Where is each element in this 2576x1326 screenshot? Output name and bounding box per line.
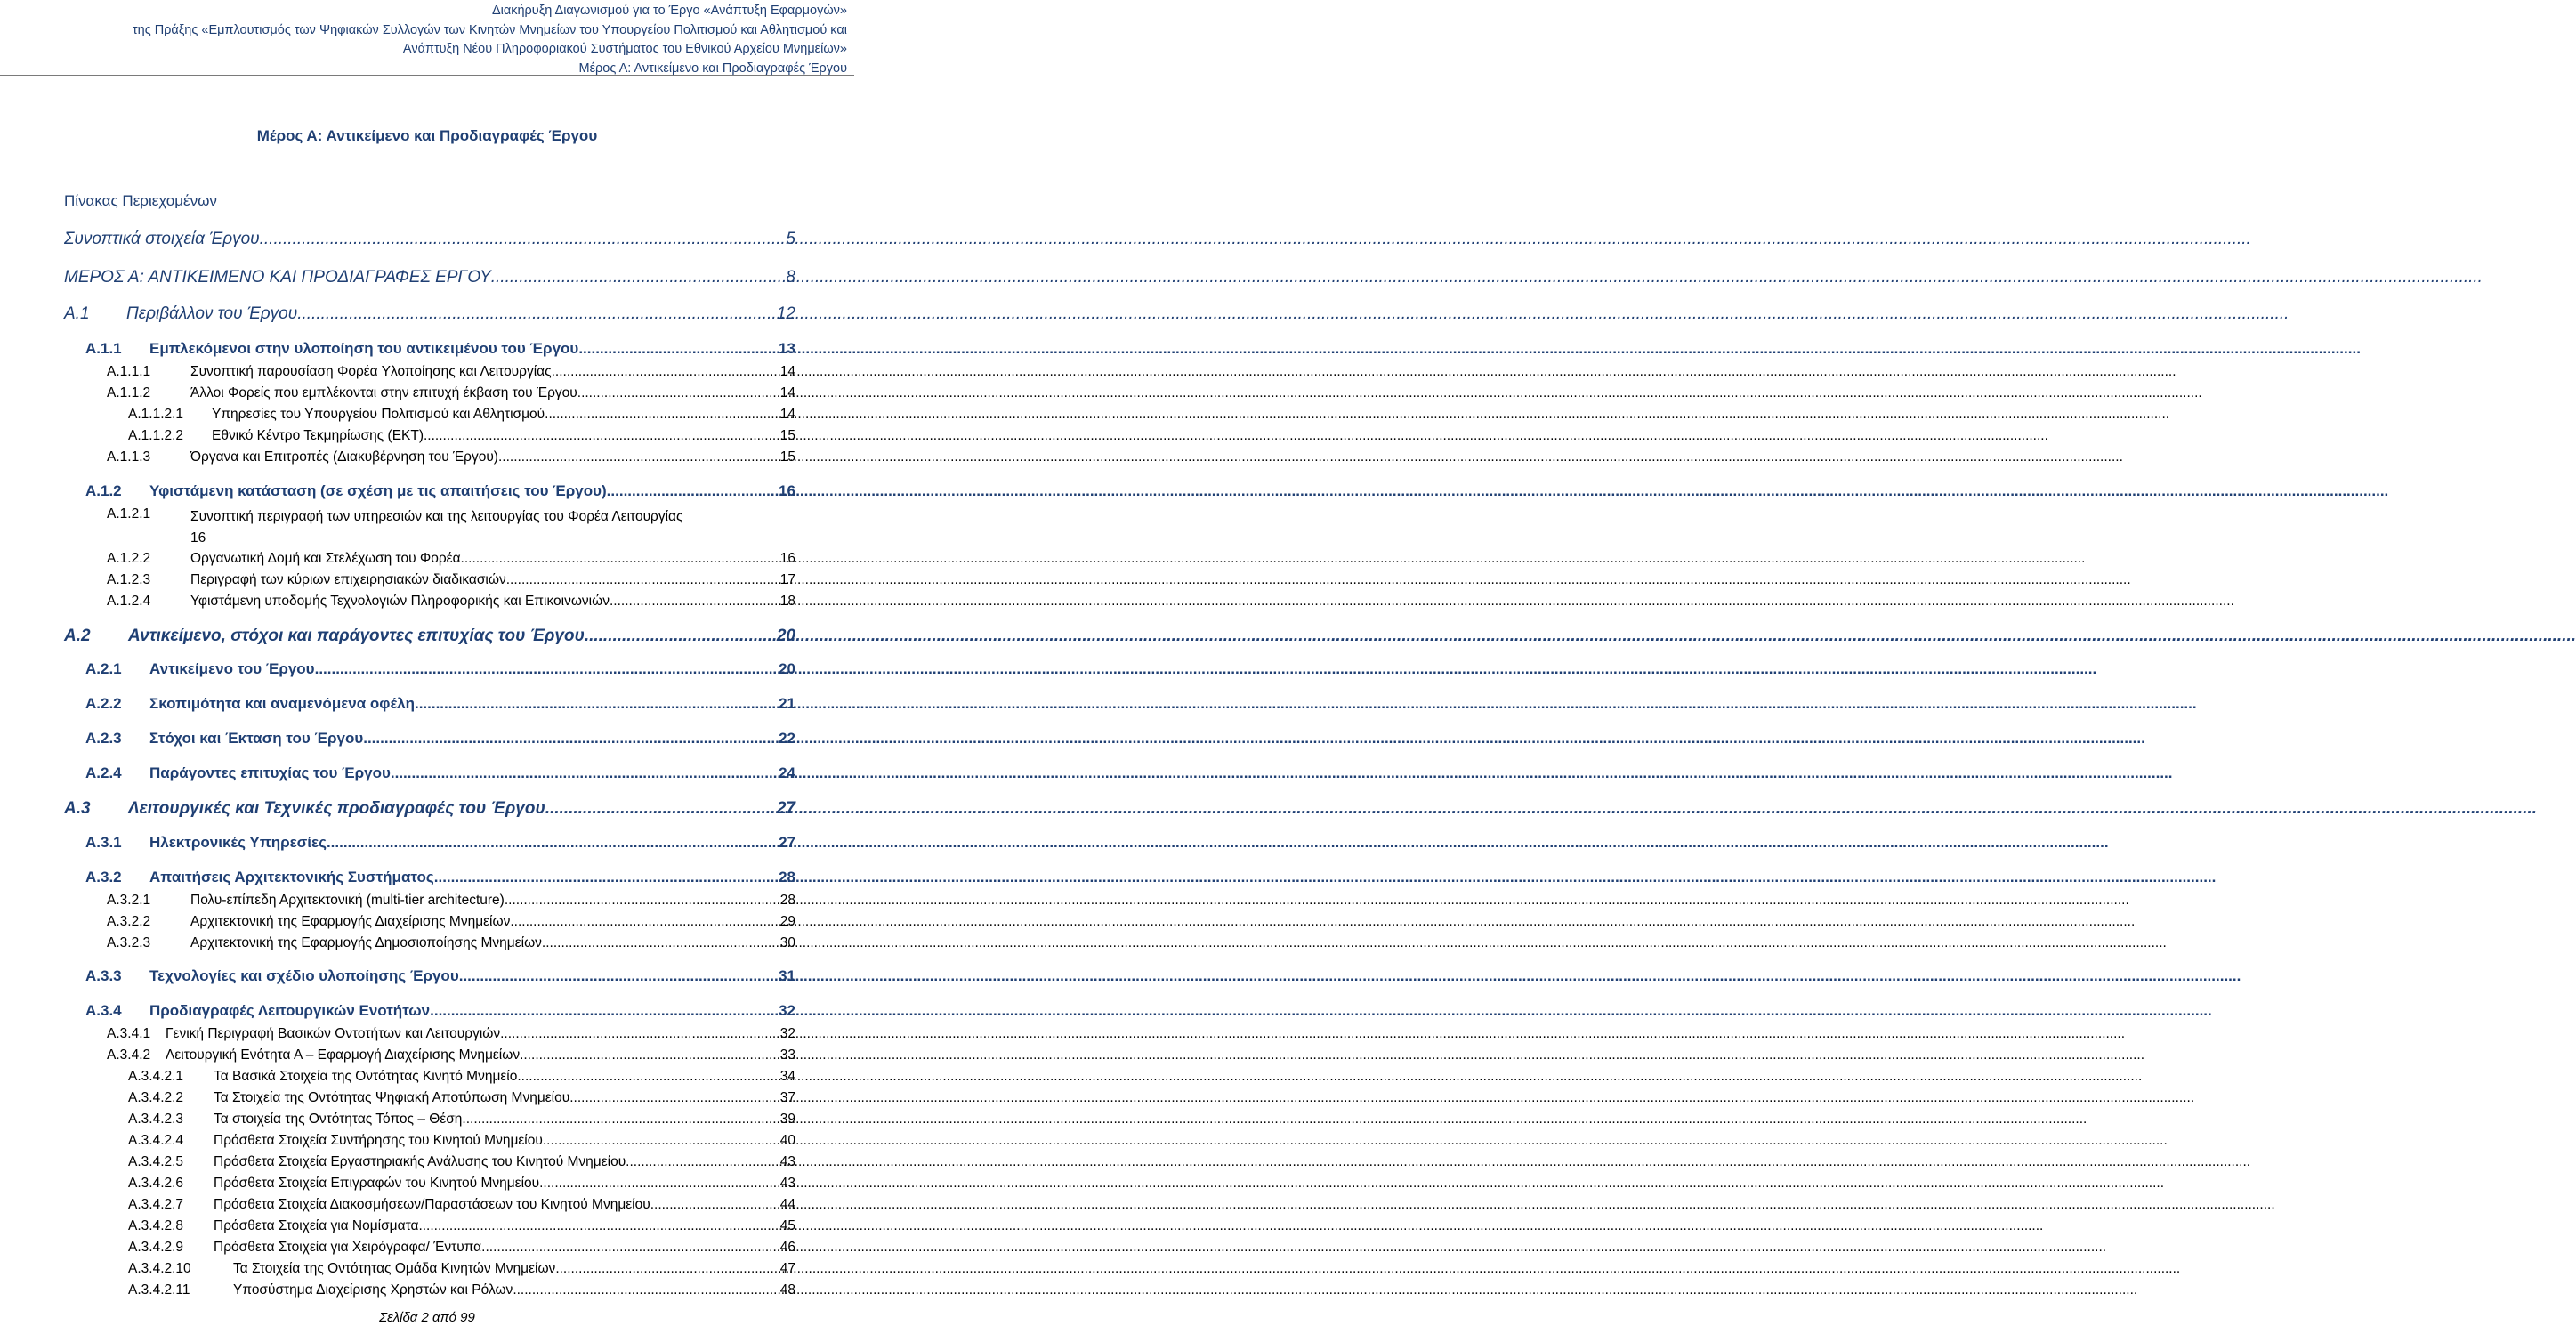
toc-entry[interactable] xyxy=(85,764,795,782)
toc-entry[interactable] xyxy=(107,385,795,401)
toc-entry-page: 33 xyxy=(779,1047,795,1063)
toc-entry-number: Α.3.2.2 xyxy=(107,914,151,929)
toc-entry-text: Πρόσθετα Στοιχεία Συντήρησης του Κινητού Μνημείου xyxy=(214,1133,543,1148)
toc-entry-page: 17 xyxy=(779,572,795,587)
toc-entry-text: Περιγραφή των κύριων επιχειρησιακών διαδικασιών xyxy=(190,572,506,587)
toc-leader xyxy=(552,364,779,380)
toc-entry-number: Α.1.2.1 xyxy=(107,506,151,522)
toc-entry-number: Α.1.2.4 xyxy=(107,594,151,609)
toc-entry-number: Α.1.2.2 xyxy=(107,551,151,566)
toc-entry-page: 28 xyxy=(779,869,795,885)
toc-entry-number: Α.1.1.1 xyxy=(107,364,151,379)
toc-entry-page: 14 xyxy=(779,407,795,422)
toc-entry-number: Α.3.4.2.6 xyxy=(128,1176,184,1191)
toc-heading: Πίνακας Περιεχομένων xyxy=(64,192,217,209)
toc-entry-number: Α.3.4.2.7 xyxy=(128,1197,184,1212)
toc-entry-page: 37 xyxy=(779,1090,795,1105)
toc-entry-page: 46 xyxy=(779,1240,795,1255)
toc-entry-page: 43 xyxy=(779,1176,795,1191)
toc-entry[interactable] xyxy=(107,1047,795,1063)
toc-entry-text: Τα Στοιχεία της Οντότητας Ψηφιακή Αποτύπωση Μνημείου xyxy=(214,1090,570,1105)
header-line-4: Μέρος Α: Αντικείμενο και Προδιαγραφές Έργου xyxy=(578,61,847,76)
toc-entry[interactable] xyxy=(107,572,795,588)
toc-entry[interactable] xyxy=(85,660,795,678)
toc-entry-number: Α.1.1.2 xyxy=(107,385,151,400)
toc-entry[interactable] xyxy=(64,304,795,324)
toc-entry-text: Λειτουργικές και Τεχνικές προδιαγραφές του Έργου xyxy=(128,799,545,818)
toc-leader xyxy=(650,1197,779,1213)
toc-entry-text: Τα στοιχεία της Οντότητας Τόπος – Θέση xyxy=(214,1112,463,1127)
toc-entry-number: Α.3.4.2.3 xyxy=(128,1112,184,1127)
page-footer: Σελίδα 2 από 99 xyxy=(379,1310,475,1325)
toc-entry[interactable] xyxy=(107,449,795,465)
toc-entry-number: Α.2 xyxy=(64,627,91,645)
toc-entry-text: ΜΕΡΟΣ Α: ΑΝΤΙΚΕΙΜΕΝΟ ΚΑΙ ΠΡΟΔΙΑΓΡΑΦΕΣ ΕΡΓΟΥ xyxy=(64,268,491,287)
toc-entry-number: Α.1.2 xyxy=(85,482,122,499)
toc-entry-number: Α.1.1 xyxy=(85,340,122,357)
toc-entry-text: Τεχνολογίες και σχέδιο υλοποίησης Έργου xyxy=(149,967,459,984)
toc-entry-number: Α.2.3 xyxy=(85,730,122,747)
toc-leader xyxy=(539,1176,779,1192)
toc-entry-text-wrap xyxy=(190,506,795,549)
toc-entry-text: Υφιστάμενη κατάσταση (σε σχέση με τις απαιτήσεις του Έργου) xyxy=(149,482,607,499)
toc-entry[interactable] xyxy=(85,730,795,748)
toc-entry-page: 21 xyxy=(779,695,795,712)
toc-entry-text: Πρόσθετα Στοιχεία για Νομίσματα xyxy=(214,1218,419,1233)
toc-entry-page: 29 xyxy=(779,914,795,929)
toc-entry-text: Πρόσθετα Στοιχεία Εργαστηριακής Ανάλυσης του Κινητού Μνημείου xyxy=(214,1154,626,1169)
toc-leader xyxy=(430,1002,778,1020)
toc-leader xyxy=(517,1069,779,1085)
toc-entry[interactable] xyxy=(128,1197,795,1213)
toc-entry[interactable] xyxy=(128,407,795,423)
toc-leader xyxy=(415,695,778,713)
toc-entry[interactable] xyxy=(85,340,795,358)
toc-entry-number: Α.3 xyxy=(64,799,91,818)
toc-entry[interactable] xyxy=(128,1112,795,1128)
toc-entry-page: 18 xyxy=(779,594,795,609)
toc-entry-number: Α.2.1 xyxy=(85,660,122,677)
toc-leader xyxy=(506,572,779,588)
toc-entry-page: 47 xyxy=(779,1261,795,1276)
toc-entry-number: Α.3.2 xyxy=(85,869,122,885)
toc-leader xyxy=(505,893,779,909)
header-line-1: Διακήρυξη Διαγωνισμού για το Έργο «Ανάπτυξη Εφαρμογών» xyxy=(491,4,847,18)
toc-leader xyxy=(513,1282,779,1298)
toc-entry-text: Στόχοι και Έκταση του Έργου xyxy=(149,730,364,747)
toc-entry-page: 15 xyxy=(779,428,795,443)
toc-entry-text: Άλλοι Φορείς που εμπλέκονται στην επιτυχή έκβαση του Έργου xyxy=(190,385,577,400)
header-line-2: της Πράξης «Εμπλουτισμός των Ψηφιακών Συλλογών των Κινητών Μνημείων του Υπουργείου Πολιτισμού και Αθλητισμού και xyxy=(132,22,847,37)
toc-entry-text: Αντικείμενο, στόχοι και παράγοντες επιτυχίας του Έργου xyxy=(128,627,585,645)
toc-entry-page: 14 xyxy=(779,364,795,379)
toc-entry[interactable] xyxy=(107,893,795,909)
toc-entry-page: 27 xyxy=(776,799,795,818)
toc-entry-text: Τα Στοιχεία της Οντότητας Ομάδα Κινητών Μνημείων xyxy=(233,1261,556,1276)
toc-leader xyxy=(363,730,778,748)
toc-entry-text: Τα Βασικά Στοιχεία της Οντότητας Κινητό Μνημείο xyxy=(214,1069,518,1084)
toc-entry[interactable] xyxy=(85,695,795,713)
toc-entry-number: Α.1.2.3 xyxy=(107,572,151,587)
toc-entry-page: 24 xyxy=(779,764,795,781)
toc-entry[interactable] xyxy=(64,627,795,646)
toc-leader xyxy=(555,1261,779,1277)
toc-entry-number: Α.3.4.2.8 xyxy=(128,1218,184,1233)
toc-entry-number: Α.3.2.1 xyxy=(107,893,151,908)
toc-entry-number: Α.3.4.2 xyxy=(107,1047,151,1063)
toc-entry[interactable] xyxy=(128,428,795,444)
toc-entry-text: Πρόσθετα Στοιχεία για Χειρόγραφα/ Έντυπα xyxy=(214,1240,482,1255)
toc-entry-text: Ηλεκτρονικές Υπηρεσίες xyxy=(149,834,327,851)
toc-entry-text: Υποσύστημα Διαχείρισης Χρηστών και Ρόλων xyxy=(233,1282,513,1298)
toc-entry-number: Α.3.2.3 xyxy=(107,935,151,950)
toc-leader xyxy=(434,869,778,886)
toc-leader xyxy=(481,1240,779,1256)
running-header xyxy=(0,2,847,78)
toc-entry-text: Οργανωτική Δομή και Στελέχωση του Φορέα xyxy=(190,551,461,566)
toc-entry-page: 5 xyxy=(786,230,795,248)
toc-leader xyxy=(260,230,786,249)
toc-entry-number: Α.3.4.2.11 xyxy=(128,1282,190,1298)
toc-entry-page: 31 xyxy=(779,967,795,984)
toc-entry[interactable] xyxy=(107,594,795,610)
toc-entry-number: Α.1 xyxy=(64,304,90,323)
toc-entry-text: Γενική Περιγραφή Βασικών Οντοτήτων και Λειτουργιών xyxy=(166,1026,501,1041)
toc-entry-number: Α.3.4.1 xyxy=(107,1026,151,1041)
toc-leader xyxy=(545,407,779,423)
toc-entry-number: Α.1.1.2.2 xyxy=(128,428,184,443)
toc-leader xyxy=(459,967,778,985)
toc-entry[interactable] xyxy=(85,967,795,985)
toc-entry-number: Α.1.1.2.1 xyxy=(128,407,184,422)
toc-leader xyxy=(491,268,786,287)
toc-leader xyxy=(462,1112,779,1128)
toc-entry-text: Αρχιτεκτονική της Εφαρμογής Δημοσιοποίησης Μνημείων xyxy=(190,935,542,950)
toc-entry-page: 28 xyxy=(779,893,795,908)
toc-entry-page: 12 xyxy=(776,304,795,323)
toc-entry[interactable] xyxy=(107,935,795,951)
toc-leader xyxy=(626,1154,779,1170)
toc-entry[interactable] xyxy=(64,268,795,287)
toc-entry-text: Συνοπτική περιγραφή των υπηρεσιών και της λειτουργίας του Φορέα Λειτουργίας xyxy=(190,509,683,524)
toc-entry-page: 15 xyxy=(779,449,795,465)
toc-leader xyxy=(327,834,778,852)
toc-entry-page: 32 xyxy=(779,1026,795,1041)
toc-entry-number: Α.3.4.2.2 xyxy=(128,1090,184,1105)
toc-entry-text: Συνοπτική παρουσίαση Φορέα Υλοποίησης και Λειτουργίας xyxy=(190,364,552,379)
toc-leader xyxy=(569,1090,779,1106)
toc-entry-page: 34 xyxy=(779,1069,795,1084)
toc-entry[interactable] xyxy=(107,1026,795,1042)
toc-entry[interactable] xyxy=(107,506,795,549)
toc-leader xyxy=(577,385,779,401)
toc-entry-page: 16 xyxy=(779,551,795,566)
toc-entry[interactable] xyxy=(128,1261,795,1277)
toc-entry-page: 20 xyxy=(776,627,795,645)
toc-entry-text: Συνοπτικά στοιχεία Έργου xyxy=(64,230,260,248)
toc-entry-text: Υφιστάμενη υποδομής Τεχνολογιών Πληροφορικής και Επικοινωνιών xyxy=(190,594,610,609)
toc-entry-page: 27 xyxy=(779,834,795,851)
toc-leader xyxy=(510,914,779,930)
toc-entry-page: 44 xyxy=(779,1197,795,1212)
toc-entry-number: Α.3.4.2.9 xyxy=(128,1240,184,1255)
toc-entry[interactable] xyxy=(128,1282,795,1298)
toc-entry[interactable] xyxy=(128,1090,795,1106)
toc-leader xyxy=(542,935,779,951)
toc-leader xyxy=(498,449,779,465)
toc-entry[interactable] xyxy=(107,914,795,930)
toc-entry[interactable] xyxy=(107,551,795,567)
toc-entry-number: Α.3.3 xyxy=(85,967,122,984)
toc-entry-number: Α.1.1.3 xyxy=(107,449,151,465)
toc-leader xyxy=(418,1218,779,1234)
toc-entry[interactable] xyxy=(85,1002,795,1020)
toc-entry[interactable] xyxy=(128,1154,795,1170)
toc-entry-number: Α.2.2 xyxy=(85,695,122,712)
toc-entry-number: Α.2.4 xyxy=(85,764,122,781)
toc-leader xyxy=(520,1047,779,1063)
toc-entry-page: 43 xyxy=(779,1154,795,1169)
toc-leader xyxy=(545,799,776,819)
toc-entry-text: Πρόσθετα Στοιχεία Επιγραφών του Κινητού Μνημείου xyxy=(214,1176,540,1191)
toc-entry-page: 8 xyxy=(786,268,795,287)
toc-entry[interactable] xyxy=(128,1069,795,1085)
toc-entry[interactable] xyxy=(85,869,795,886)
toc-entry-text: Σκοπιμότητα και αναμενόμενα οφέλη xyxy=(149,695,415,712)
toc-entry-number: Α.3.4.2.5 xyxy=(128,1154,184,1169)
header-line-3: Ανάπτυξη Νέου Πληροφοριακού Συστήματος του Εθνικού Αρχείου Μνημείων» xyxy=(402,42,847,56)
toc-entry-number: Α.3.4 xyxy=(85,1002,122,1019)
toc-entry-text: Πολυ-επίπεδη Αρχιτεκτονική (multi-tier architecture) xyxy=(190,893,505,908)
toc-entry[interactable] xyxy=(85,834,795,852)
toc-entry-page: 40 xyxy=(779,1133,795,1148)
toc-leader xyxy=(391,764,778,782)
toc-entry-page: 13 xyxy=(779,340,795,357)
toc-entry[interactable] xyxy=(128,1133,795,1149)
page-title: Μέρος Α: Αντικείμενο και Προδιαγραφές Έργου xyxy=(256,127,598,144)
toc-leader xyxy=(424,428,779,444)
toc-leader xyxy=(297,304,776,324)
toc-entry-text: Προδιαγραφές Λειτουργικών Ενοτήτων xyxy=(149,1002,431,1019)
toc-entry-text: Εθνικό Κέντρο Τεκμηρίωσης (ΕΚΤ) xyxy=(212,428,424,443)
toc-entry-page: 14 xyxy=(779,385,795,400)
toc-entry-page: 45 xyxy=(779,1218,795,1233)
toc-entry-text: Περιβάλλον του Έργου xyxy=(126,304,298,323)
toc-entry-text: Αντικείμενο του Έργου xyxy=(149,660,315,677)
toc-entry-text: Απαιτήσεις Αρχιτεκτονικής Συστήματος xyxy=(149,869,434,885)
toc-leader xyxy=(607,482,778,500)
toc-entry-text: Υπηρεσίες του Υπουργείου Πολιτισμού και Αθλητισμού xyxy=(212,407,545,422)
toc-leader xyxy=(461,551,779,567)
toc-leader xyxy=(500,1026,779,1042)
toc-entry-page: 16 xyxy=(779,482,795,499)
toc-entry[interactable] xyxy=(128,1240,795,1256)
toc-entry[interactable] xyxy=(64,799,795,819)
toc-entry-page: 30 xyxy=(779,935,795,950)
toc-leader xyxy=(610,594,779,610)
toc-entry[interactable] xyxy=(64,230,795,249)
toc-entry[interactable] xyxy=(107,364,795,380)
toc-entry-number: Α.3.4.2.10 xyxy=(128,1261,191,1276)
toc-entry-page: 32 xyxy=(779,1002,795,1019)
toc-entry-text: Λειτουργική Ενότητα Α – Εφαρμογή Διαχείρισης Μνημείων xyxy=(166,1047,521,1063)
toc-entry-page: 39 xyxy=(779,1112,795,1127)
toc-entry-page: 20 xyxy=(779,660,795,677)
toc-entry-number: Α.3.1 xyxy=(85,834,122,851)
toc-entry-page: 22 xyxy=(779,730,795,747)
toc-entry-page: 48 xyxy=(779,1282,795,1298)
toc-entry-text: Όργανα και Επιτροπές (Διακυβέρνηση του Έργου) xyxy=(190,449,498,465)
toc-entry-number: Α.3.4.2.1 xyxy=(128,1069,184,1084)
toc-entry-text: Παράγοντες επιτυχίας του Έργου xyxy=(149,764,391,781)
toc-leader xyxy=(578,340,778,358)
toc-leader xyxy=(315,660,778,678)
toc-entry-text: Πρόσθετα Στοιχεία Διακοσμήσεων/Παραστάσεων του Κινητού Μνημείου xyxy=(214,1197,650,1212)
toc-entry-number: Α.3.4.2.4 xyxy=(128,1133,184,1148)
toc-entry[interactable] xyxy=(128,1176,795,1192)
toc-entry[interactable] xyxy=(85,482,795,500)
toc-leader xyxy=(543,1133,779,1149)
toc-leader xyxy=(585,627,776,646)
toc-entry-page: 16 xyxy=(190,530,206,546)
toc-entry[interactable] xyxy=(128,1218,795,1234)
toc-entry-text: Αρχιτεκτονική της Εφαρμογής Διαχείρισης Μνημείων xyxy=(190,914,511,929)
header-divider xyxy=(0,75,854,76)
toc-entry-text: Εμπλεκόμενοι στην υλοποίηση του αντικειμένου του Έργου xyxy=(149,340,579,357)
